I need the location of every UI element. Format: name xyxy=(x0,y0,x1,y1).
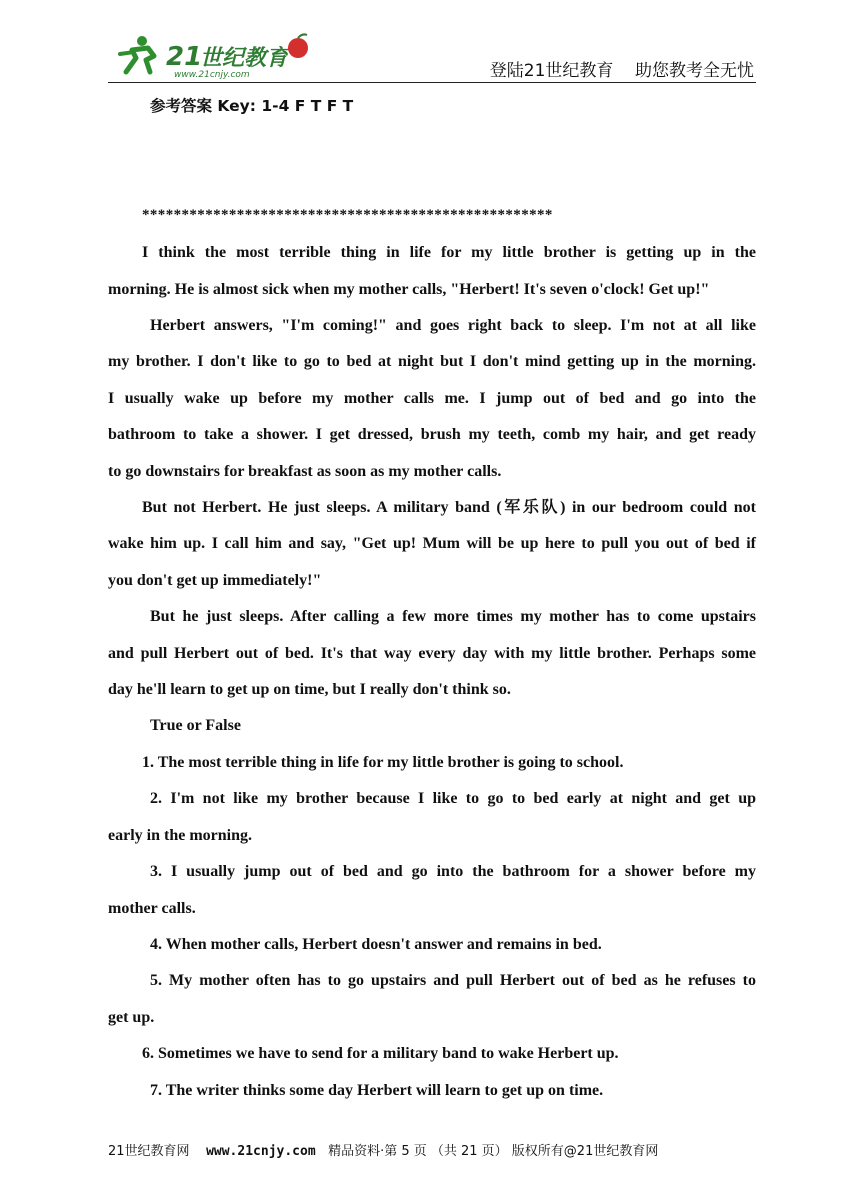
passage-line: But not Herbert. He just sleeps. A military band (军乐队) in our bedroom could not xyxy=(142,499,756,516)
passage-line: and pull Herbert out of bed. It's that way every day with my little brother. Perhaps some xyxy=(108,645,756,662)
passage-line: bathroom to take a shower. I get dressed, brush my teeth, comb my hair, and get ready xyxy=(108,426,756,443)
passage-line: to go downstairs for breakfast as soon as my mother calls. xyxy=(108,463,502,480)
section-separator: **************************************************** xyxy=(142,207,553,223)
question-item: 7. The writer thinks some day Herbert will learn to get up on time. xyxy=(150,1082,604,1099)
passage-line: wake him up. I call him and say, "Get up! Mum will be up here to pull you out of bed if xyxy=(108,535,756,552)
questions-heading: True or False xyxy=(150,717,241,734)
footer-page-info: 精品资料·第 5 页 （共 21 页） 版权所有@21世纪教育网 xyxy=(328,1144,659,1159)
passage-line: I usually wake up before my mother calls me. I jump out of bed and go into the xyxy=(108,390,756,407)
passage-line: you don't get up immediately!" xyxy=(108,572,322,589)
passage-line: morning. He is almost sick when my mother calls, "Herbert! It's seven o'clock! Get up!" xyxy=(108,281,710,298)
passage-line: But he just sleeps. After calling a few more times my mother has to come upstairs xyxy=(150,608,756,625)
passage-line: Herbert answers, "I'm coming!" and goes right back to sleep. I'm not at all like xyxy=(150,317,756,334)
page-footer xyxy=(108,1140,658,1159)
passage-line: I think the most terrible thing in life for my little brother is getting up in the xyxy=(142,244,756,261)
svg-text:21: 21 xyxy=(166,42,203,72)
question-item: 4. When mother calls, Herbert doesn't answer and remains in bed. xyxy=(150,936,602,953)
question-item: 3. I usually jump out of bed and go into the bathroom for a shower before my xyxy=(150,863,756,880)
footer-url[interactable]: www.21cnjy.com xyxy=(206,1144,316,1159)
answer-key: 参考答案 Key: 1-4 F T F T xyxy=(150,97,354,115)
question-item: 2. I'm not like my brother because I like to go to bed early at night and get up xyxy=(150,790,756,807)
footer-site-name: 21世纪教育网 xyxy=(108,1144,190,1159)
svg-text:世纪教育: 世纪教育 xyxy=(200,46,289,71)
header-tagline: 登陆21世纪教育 助您教考全无忧 xyxy=(489,61,754,81)
question-item: mother calls. xyxy=(108,900,196,917)
question-item: 1. The most terrible thing in life for my little brother is going to school. xyxy=(142,754,624,771)
runner-icon xyxy=(120,36,154,72)
question-item: 5. My mother often has to go upstairs and pull Herbert out of bed as he refuses to xyxy=(150,972,756,989)
question-item: 6. Sometimes we have to send for a military band to wake Herbert up. xyxy=(142,1045,619,1062)
question-item: get up. xyxy=(108,1009,155,1026)
passage-line: day he'll learn to get up on time, but I really don't think so. xyxy=(108,681,511,698)
question-item: early in the morning. xyxy=(108,827,252,844)
passage-line: my brother. I don't like to go to bed at night but I don't mind getting up in the morning. xyxy=(108,353,756,370)
apple-icon xyxy=(288,34,308,58)
page-header xyxy=(108,30,756,83)
logo-url: www.21cnjy.com xyxy=(174,70,250,80)
site-logo xyxy=(114,32,314,80)
